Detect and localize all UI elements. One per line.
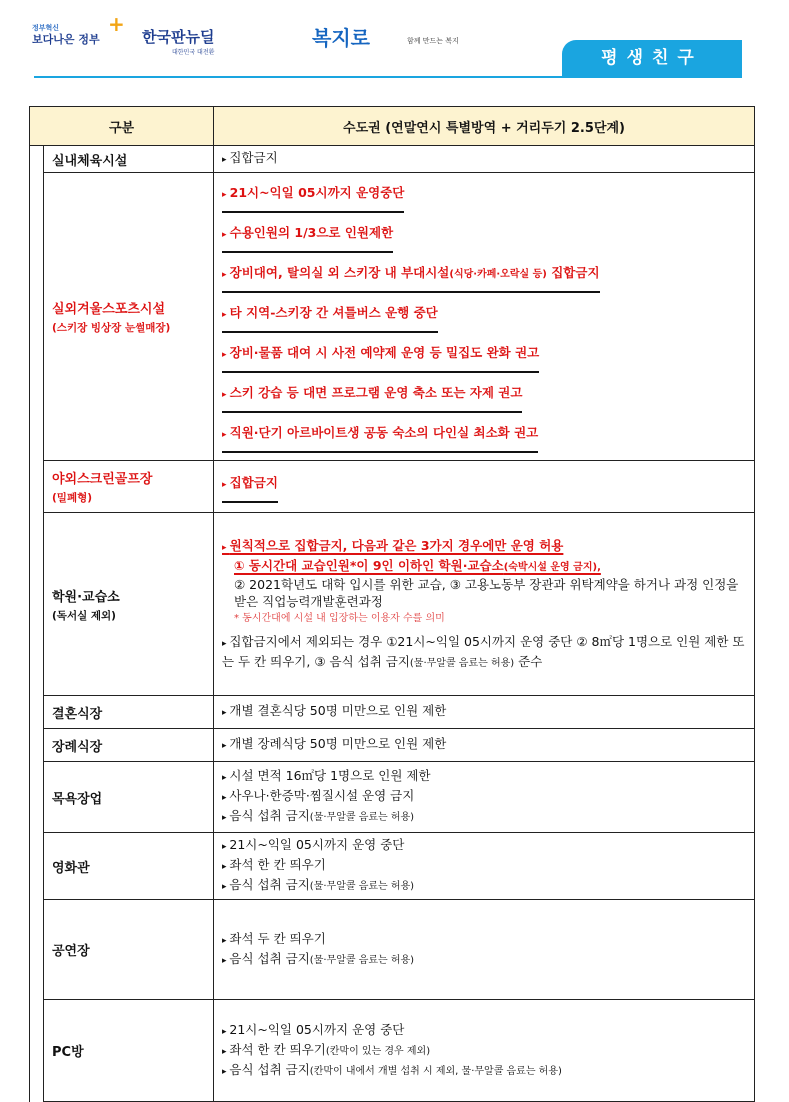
col-header-category: 구분 bbox=[30, 107, 214, 146]
table-row: 목욕장업 ▸ 시설 면적 16㎡당 1명으로 인원 제한 ▸ 사우나·한증막·찜질시설 운영 금지 ▸ 음식 섭취 금지(물·무알콜 음료는 허용) bbox=[30, 762, 755, 833]
table-row: 장례식장 ▸ 개별 장례식당 50명 미만으로 인원 제한 bbox=[30, 729, 755, 762]
table-row: 공연장 ▸ 좌석 두 칸 띄우기 ▸ 음식 섭취 금지(물·무알콜 음료는 허용) bbox=[30, 900, 755, 1000]
header-divider bbox=[34, 76, 742, 78]
table-row: 결혼식장 ▸ 개별 결혼식당 50명 미만으로 인원 제한 bbox=[30, 696, 755, 729]
lifelong-friend-banner: 평생친구 bbox=[562, 40, 742, 76]
table-row: PC방 ▸ 21시~익일 05시까지 운영 중단 ▸ 좌석 한 칸 띄우기(칸막이 있는 경우 제외) ▸ 음식 섭취 금지(칸막이 내에서 개별 섭취 시 제외, 물·무알콜 음료는 허용) bbox=[30, 1000, 755, 1102]
table-row: 실내체육시설 ▸ 집합금지 bbox=[30, 146, 755, 173]
table-row: 학원·교습소 (독서실 제외) ▸ 원칙적으로 집합금지, 다음과 같은 3가지 경우에만 운영 허용 ① 동시간대 교습인원*이 9인 이하인 학원·교습소(숙박시설 운영 금지), ② 2021학년도 대학 입시를 위한 교습, ③ 고용노동부 장관과 위탁계약을 하거나 과정 인정을 받은 직업능력개발훈련과정 * 동시간대에 시설 내 입장하는 이용자 수를 의미 ▸ 집합금지에서 제외되는 경우 ①21시~익일 05시까지 운영 중단 ② 8㎡당 1명으로 인원 제한 또는 두 칸 띄우기, ③ 음식 섭취 금지(물·무알콜 음료는 허용) 준수 bbox=[30, 513, 755, 696]
table-row: 야외스크린골프장 (밀폐형) ▸ 집합금지 bbox=[30, 461, 755, 513]
page-header bbox=[0, 0, 789, 90]
korean-new-deal-logo: 한국판뉴딜 대한민국 대전환 bbox=[142, 28, 215, 56]
bokjiro-logo: 복지로 함께 만드는 복지 bbox=[312, 26, 459, 50]
table-row: 영화관 ▸ 21시~익일 05시까지 운영 중단 ▸ 좌석 한 칸 띄우기 ▸ 음식 섭취 금지(물·무알콜 음료는 허용) bbox=[30, 833, 755, 900]
table-row: 실외겨울스포츠시설 (스키장 빙상장 눈썰매장) ▸ 21시~익일 05시까지 운영중단 ▸ 수용인원의 1/3으로 인원제한 ▸ 장비대여, 탈의실 외 스키장 내 부대시설(식당·카페·오락실 등) 집합금지 ▸ 타 지역-스키장 간 셔틀버스 운행 중단 ▸ 장비·물품 대여 시 사전 예약제 운영 등 밀집도 완화 권고 ▸ 스키 강습 등 대면 프로그램 운영 축소 또는 자제 권고 ▸ 직원·단기 아르바이트생 공동 숙소의 다인실 최소화 권고 bbox=[30, 173, 755, 461]
gov-innovation-logo: 정부혁신 보다나은 정부 + bbox=[32, 12, 125, 46]
col-header-capital: 수도권 (연말연시 특별방역 + 거리두기 2.5단계) bbox=[214, 107, 755, 146]
table-header-row bbox=[30, 107, 755, 146]
regulation-table bbox=[29, 106, 755, 1102]
plus-icon: + bbox=[108, 12, 125, 36]
